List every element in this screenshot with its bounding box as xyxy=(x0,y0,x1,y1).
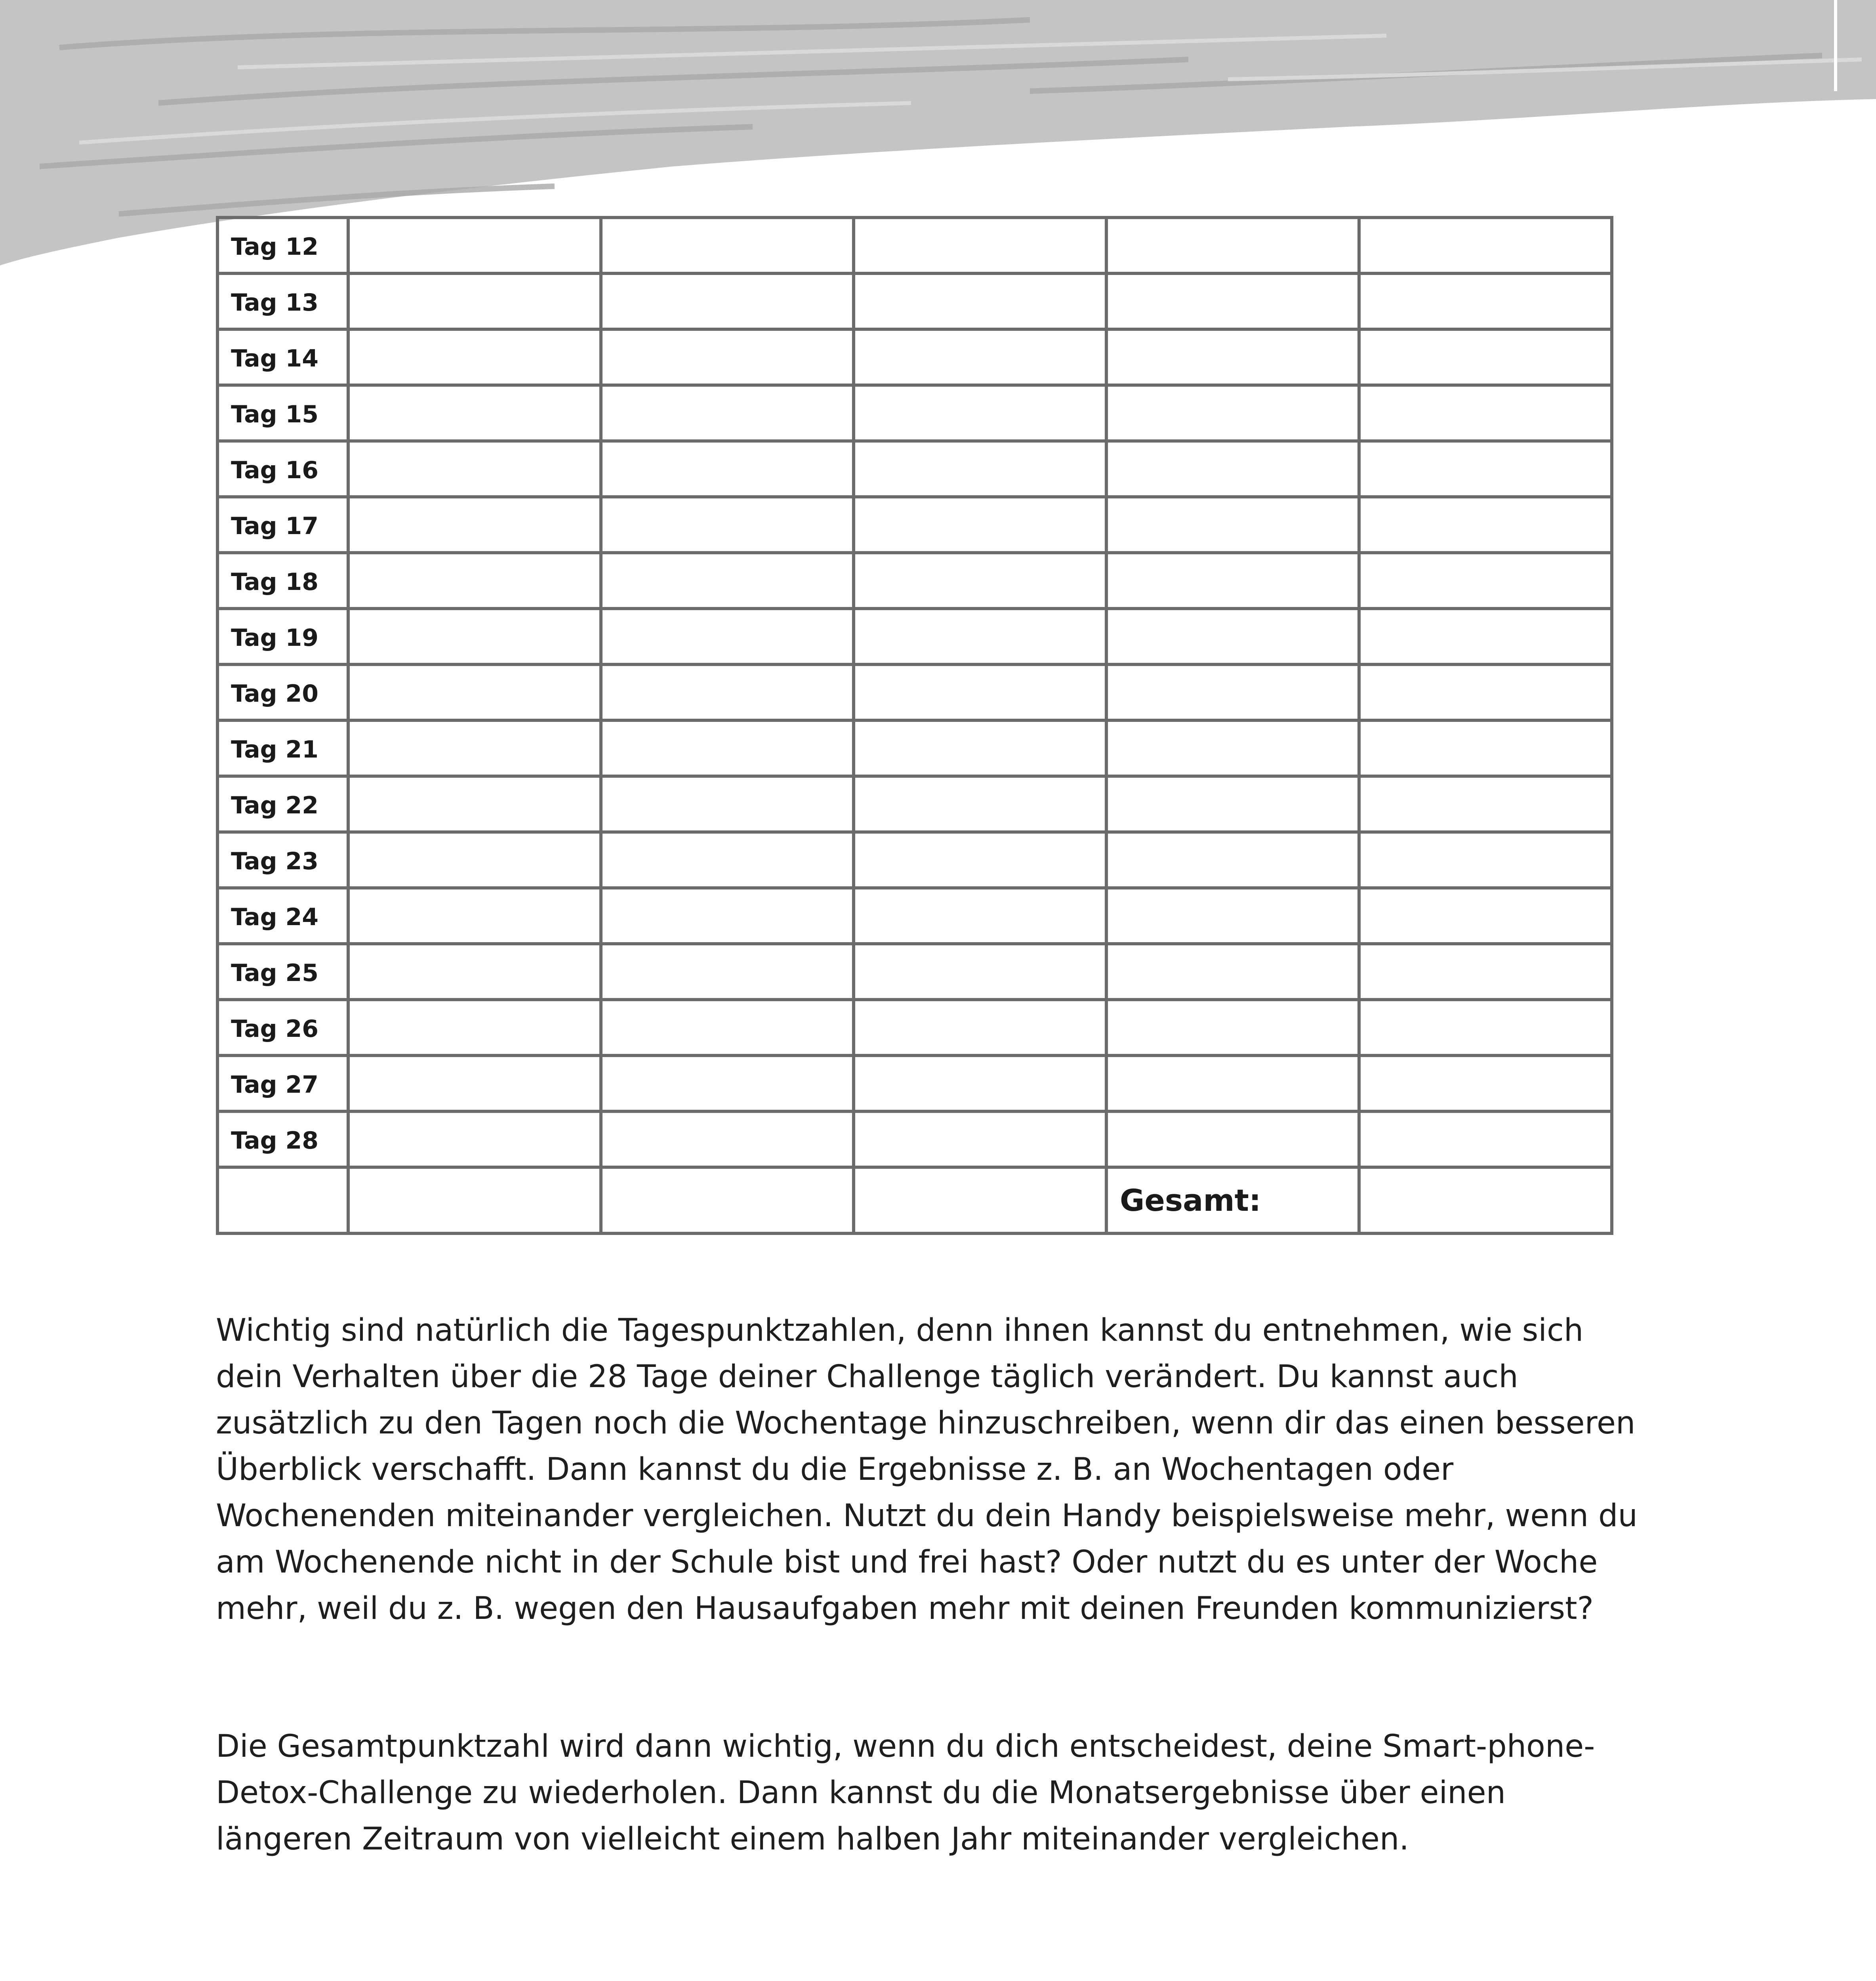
score-cell[interactable] xyxy=(601,553,854,609)
score-cell[interactable] xyxy=(1359,497,1612,553)
table-row xyxy=(217,441,1612,497)
day-label: Tag 16 xyxy=(217,441,348,497)
score-cell[interactable] xyxy=(854,329,1106,385)
score-cell[interactable] xyxy=(854,1000,1106,1055)
day-label: Tag 12 xyxy=(217,218,348,273)
score-cell[interactable] xyxy=(854,441,1106,497)
score-cell[interactable] xyxy=(601,944,854,1000)
body-paragraph-total-score: Die Gesamtpunktzahl wird dann wichtig, wenn du dich entscheidest, deine Smart-phone-Detox-Challenge zu wiederholen. Dann kannst du die Monatsergebnisse über einen längeren Zeitraum von vielleicht einem halben Jahr miteinander vergleichen. xyxy=(216,1729,1595,1857)
score-cell[interactable] xyxy=(1359,441,1612,497)
score-cell[interactable] xyxy=(1106,1055,1359,1111)
empty-cell xyxy=(601,1167,854,1233)
score-cell[interactable] xyxy=(854,888,1106,944)
total-score-cell[interactable] xyxy=(1359,1167,1612,1233)
day-label: Tag 22 xyxy=(217,776,348,832)
score-cell[interactable] xyxy=(601,1000,854,1055)
table-row xyxy=(217,553,1612,609)
score-cell[interactable] xyxy=(348,1111,601,1167)
score-cell[interactable] xyxy=(854,832,1106,888)
empty-cell xyxy=(348,1167,601,1233)
table-row xyxy=(217,609,1612,664)
table-row xyxy=(217,218,1612,273)
day-label: Tag 14 xyxy=(217,329,348,385)
score-cell[interactable] xyxy=(1106,218,1359,273)
empty-cell xyxy=(854,1167,1106,1233)
score-cell[interactable] xyxy=(601,218,854,273)
score-cell[interactable] xyxy=(854,385,1106,441)
score-cell[interactable] xyxy=(348,888,601,944)
score-cell[interactable] xyxy=(1106,1111,1359,1167)
score-cell[interactable] xyxy=(1106,441,1359,497)
day-label: Tag 27 xyxy=(217,1055,348,1111)
score-cell[interactable] xyxy=(348,218,601,273)
score-cell[interactable] xyxy=(348,944,601,1000)
score-cell[interactable] xyxy=(1359,776,1612,832)
day-label: Tag 21 xyxy=(217,720,348,776)
score-cell[interactable] xyxy=(601,329,854,385)
table-row xyxy=(217,1111,1612,1167)
table-row xyxy=(217,776,1612,832)
body-paragraph-daily-scores: Wichtig sind natürlich die Tagespunktzahlen, denn ihnen kannst du entnehmen, wie sich dein Verhalten über die 28 Tage deiner Challenge täglich verändert. Du kannst auch zusätzlich zu den Tagen noch die Wochentage hinzuschreiben, wenn dir das einen besseren Überblick verschafft. Dann kannst du die Ergebnisse z. B. an Wochentagen oder Wochenenden miteinander vergleichen. Nutzt du dein Handy beispielsweise mehr, wenn du am Wochenende nicht in der Schule bist und frei hast? Oder nutzt du es unter der Woche mehr, weil du z. B. wegen den Hausaufgaben mehr mit deinen Freunden kommunizierst? xyxy=(216,1313,1638,1626)
day-label: Tag 17 xyxy=(217,497,348,553)
table-row xyxy=(217,497,1612,553)
score-cell[interactable] xyxy=(854,1055,1106,1111)
score-cell[interactable] xyxy=(1359,609,1612,664)
score-cell[interactable] xyxy=(601,273,854,329)
score-cell[interactable] xyxy=(1106,832,1359,888)
score-cell[interactable] xyxy=(1359,888,1612,944)
score-cell[interactable] xyxy=(1106,776,1359,832)
table-row xyxy=(217,944,1612,1000)
score-cell[interactable] xyxy=(1106,888,1359,944)
score-cell[interactable] xyxy=(1106,1000,1359,1055)
score-cell[interactable] xyxy=(1106,720,1359,776)
day-label: Tag 19 xyxy=(217,609,348,664)
score-cell[interactable] xyxy=(1359,385,1612,441)
score-cell[interactable] xyxy=(1359,218,1612,273)
score-cell[interactable] xyxy=(1359,664,1612,720)
score-cell[interactable] xyxy=(348,664,601,720)
score-cell[interactable] xyxy=(348,329,601,385)
score-cell[interactable] xyxy=(1359,1000,1612,1055)
score-cell[interactable] xyxy=(348,553,601,609)
score-cell[interactable] xyxy=(601,664,854,720)
day-label: Tag 20 xyxy=(217,664,348,720)
score-cell[interactable] xyxy=(348,273,601,329)
score-cell[interactable] xyxy=(1359,553,1612,609)
score-cell[interactable] xyxy=(1106,497,1359,553)
score-cell[interactable] xyxy=(1106,944,1359,1000)
day-label: Tag 28 xyxy=(217,1111,348,1167)
score-cell[interactable] xyxy=(1106,273,1359,329)
score-cell[interactable] xyxy=(601,720,854,776)
score-cell[interactable] xyxy=(1106,553,1359,609)
score-cell[interactable] xyxy=(601,497,854,553)
score-cell[interactable] xyxy=(348,1000,601,1055)
table-row xyxy=(217,1055,1612,1111)
score-cell[interactable] xyxy=(601,385,854,441)
day-label: Tag 23 xyxy=(217,832,348,888)
score-cell[interactable] xyxy=(1106,609,1359,664)
score-cell[interactable] xyxy=(1359,832,1612,888)
score-cell[interactable] xyxy=(854,609,1106,664)
day-label: Tag 24 xyxy=(217,888,348,944)
score-cell[interactable] xyxy=(348,1055,601,1111)
day-label: Tag 13 xyxy=(217,273,348,329)
score-cell[interactable] xyxy=(854,664,1106,720)
day-label: Tag 26 xyxy=(217,1000,348,1055)
score-cell[interactable] xyxy=(1359,329,1612,385)
score-cell[interactable] xyxy=(1359,1055,1612,1111)
table-row xyxy=(217,273,1612,329)
score-cell[interactable] xyxy=(854,720,1106,776)
score-cell[interactable] xyxy=(348,720,601,776)
score-cell[interactable] xyxy=(854,1111,1106,1167)
score-cell[interactable] xyxy=(601,1111,854,1167)
total-row xyxy=(217,1167,1612,1233)
score-cell[interactable] xyxy=(1359,1111,1612,1167)
table-row xyxy=(217,832,1612,888)
score-cell[interactable] xyxy=(854,553,1106,609)
score-cell[interactable] xyxy=(1106,329,1359,385)
score-cell[interactable] xyxy=(1106,664,1359,720)
score-cell[interactable] xyxy=(348,776,601,832)
score-cell[interactable] xyxy=(348,497,601,553)
score-cell[interactable] xyxy=(1106,385,1359,441)
score-cell[interactable] xyxy=(1359,273,1612,329)
score-cell[interactable] xyxy=(854,776,1106,832)
score-cell[interactable] xyxy=(601,832,854,888)
table-row xyxy=(217,385,1612,441)
score-cell[interactable] xyxy=(348,832,601,888)
empty-cell xyxy=(217,1167,348,1233)
table-row xyxy=(217,329,1612,385)
points-tracker-table xyxy=(216,216,1613,1235)
score-cell[interactable] xyxy=(601,888,854,944)
table-row xyxy=(217,720,1612,776)
total-label: Gesamt: xyxy=(1106,1167,1359,1233)
score-cell[interactable] xyxy=(854,944,1106,1000)
score-cell[interactable] xyxy=(601,441,854,497)
score-cell[interactable] xyxy=(1359,944,1612,1000)
score-cell[interactable] xyxy=(348,441,601,497)
score-cell[interactable] xyxy=(601,609,854,664)
score-cell[interactable] xyxy=(348,609,601,664)
score-cell[interactable] xyxy=(601,776,854,832)
score-cell[interactable] xyxy=(348,385,601,441)
day-label: Tag 15 xyxy=(217,385,348,441)
day-label: Tag 25 xyxy=(217,944,348,1000)
score-cell[interactable] xyxy=(601,1055,854,1111)
table-row xyxy=(217,1000,1612,1055)
score-cell[interactable] xyxy=(854,218,1106,273)
score-cell[interactable] xyxy=(854,497,1106,553)
table-row xyxy=(217,888,1612,944)
day-label: Tag 18 xyxy=(217,553,348,609)
score-cell[interactable] xyxy=(1359,720,1612,776)
table-row xyxy=(217,664,1612,720)
score-cell[interactable] xyxy=(854,273,1106,329)
